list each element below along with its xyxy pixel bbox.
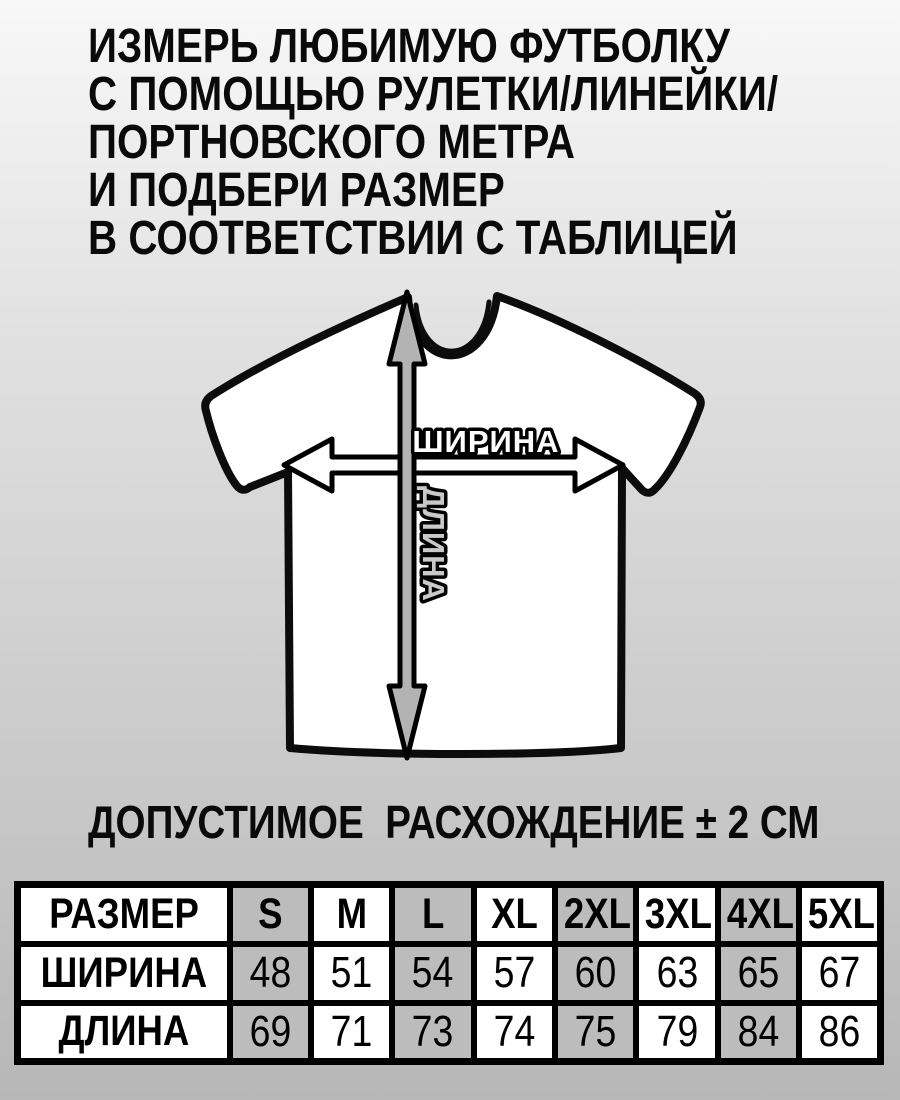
length-value-2xl: 75 <box>555 1003 636 1062</box>
table-header-row <box>18 885 881 944</box>
length-value-s: 69 <box>230 1003 311 1062</box>
header-cell-m: M <box>311 885 392 944</box>
row-label-length: ДЛИНА <box>18 1003 230 1062</box>
length-value-4xl: 84 <box>718 1003 799 1062</box>
header-cell-3xl: 3XL <box>636 885 717 944</box>
table-row-width <box>18 944 881 1003</box>
tshirt-diagram <box>180 280 720 780</box>
header-cell-s: S <box>230 885 311 944</box>
heading <box>88 20 779 265</box>
size-table <box>14 881 884 1065</box>
table-row-length <box>18 1003 881 1062</box>
tolerance-note: ДОПУСТИМОЕ РАСХОЖДЕНИЕ ± 2 СМ <box>88 796 820 848</box>
tshirt-outline-shape <box>205 296 701 754</box>
header-cell-l: L <box>392 885 473 944</box>
width-value-m: 51 <box>311 944 392 1003</box>
width-value-l: 54 <box>392 944 473 1003</box>
header-cell-size: РАЗМЕР <box>18 885 230 944</box>
length-value-xl: 74 <box>474 1003 555 1062</box>
length-value-m: 71 <box>311 1003 392 1062</box>
width-value-xl: 57 <box>474 944 555 1003</box>
row-label-width: ШИРИНА <box>18 944 230 1003</box>
length-value-l: 73 <box>392 1003 473 1062</box>
width-value-2xl: 60 <box>555 944 636 1003</box>
width-label: ШИРИНА <box>412 424 560 459</box>
header-cell-2xl: 2XL <box>555 885 636 944</box>
heading-line-3: ПОРТНОВСКОГО МЕТРА <box>88 116 575 169</box>
heading-line-5: В СООТВЕТСТВИИ С ТАБЛИЦЕЙ <box>88 212 738 265</box>
width-value-5xl: 67 <box>799 944 880 1003</box>
heading-line-4: И ПОДБЕРИ РАЗМЕР <box>88 164 505 217</box>
length-value-3xl: 79 <box>636 1003 717 1062</box>
heading-line-2: С ПОМОЩЬЮ РУЛЕТКИ/ЛИНЕЙКИ/ <box>88 68 779 121</box>
width-value-s: 48 <box>230 944 311 1003</box>
length-label: ДЛИНА <box>416 486 451 602</box>
header-cell-5xl: 5XL <box>799 885 880 944</box>
width-value-4xl: 65 <box>718 944 799 1003</box>
header-cell-4xl: 4XL <box>718 885 799 944</box>
header-cell-xl: XL <box>474 885 555 944</box>
length-value-5xl: 86 <box>799 1003 880 1062</box>
width-value-3xl: 63 <box>636 944 717 1003</box>
heading-line-1: ИЗМЕРЬ ЛЮБИМУЮ ФУТБОЛКУ <box>88 20 730 73</box>
